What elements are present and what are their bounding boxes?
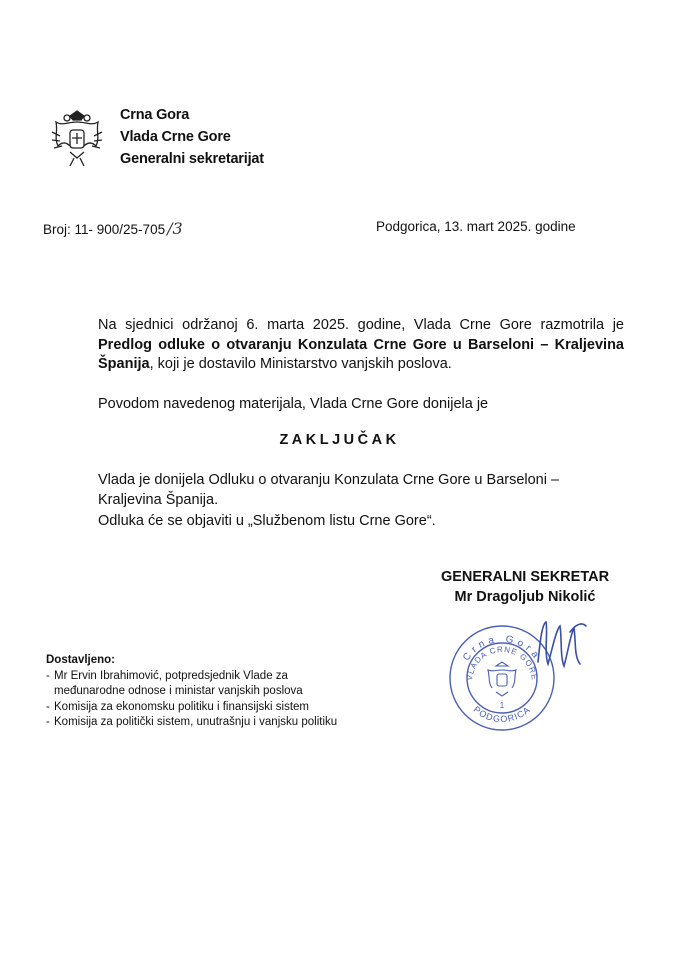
reference-label: Broj: 11- 900/25-705	[43, 222, 166, 237]
letterhead	[120, 104, 264, 170]
distribution-list	[46, 653, 337, 731]
paragraph-session-text-b: , koji je dostavilo Ministarstvo vanjskih poslova.	[149, 356, 452, 372]
stamp-ring-text: VLADA CRNE GORE	[464, 644, 540, 682]
stamp-coat-of-arms-icon	[488, 662, 516, 696]
letterhead-country: Crna Gora	[120, 107, 190, 123]
handwritten-signature	[530, 612, 590, 672]
distribution-item-1-line-2: međunarodne odnose i ministar vanjskih poslova	[54, 685, 303, 697]
paragraph-session-text-a: Na sjednici održanoj 6. marta 2025. godine, Vlada Crne Gore razmotrila je	[98, 317, 624, 333]
signatory-name: Mr Dragoljub Nikolić	[454, 589, 596, 605]
distribution-item-1-line-1: Mr Ervin Ibrahimović, potpredsjednik Vlade za	[54, 669, 288, 682]
list-item: - Komisija za politički sistem, unutrašnju i vanjsku politiku	[46, 715, 337, 731]
paragraph-material: Povodom navedenog materijala, Vlada Crne Gore donijela je	[98, 396, 489, 412]
paragraph-publication: Odluka će se objaviti u „Službenom listu Crne Gore“.	[98, 513, 436, 529]
distribution-heading: Dostavljeno:	[46, 654, 116, 666]
paragraph-session	[98, 316, 624, 375]
document-date: Podgorica, 13. mart 2025. godine	[376, 219, 576, 234]
conclusion-title: ZAKLJUČAK	[279, 432, 400, 448]
coat-of-arms-icon	[48, 108, 106, 172]
stamp-bottom-text: PODGORICA	[471, 704, 533, 725]
stamp-top-text: Crna Gora	[461, 633, 543, 664]
letterhead-department: Generalni sekretarijat	[120, 151, 264, 167]
signature-block	[400, 567, 650, 607]
proposal-title: Predlog odluke o otvaranju Konzulata Crne Gore u Barseloni – Kraljevina Španija	[98, 336, 624, 372]
list-item: - Komisija za ekonomsku politiku i finansijski sistem	[46, 700, 337, 716]
list-item	[46, 669, 337, 700]
reference-handwritten-suffix: /3	[167, 219, 183, 238]
letterhead-government: Vlada Crne Gore	[120, 129, 231, 145]
paragraph-decision: Vlada je donijela Odluku o otvaranju Konzulata Crne Gore u Barseloni – Kraljevina Španija.	[98, 472, 560, 508]
stamp-number: 1	[499, 701, 505, 710]
reference-number	[43, 219, 183, 238]
signatory-title: GENERALNI SEKRETAR	[440, 569, 610, 585]
